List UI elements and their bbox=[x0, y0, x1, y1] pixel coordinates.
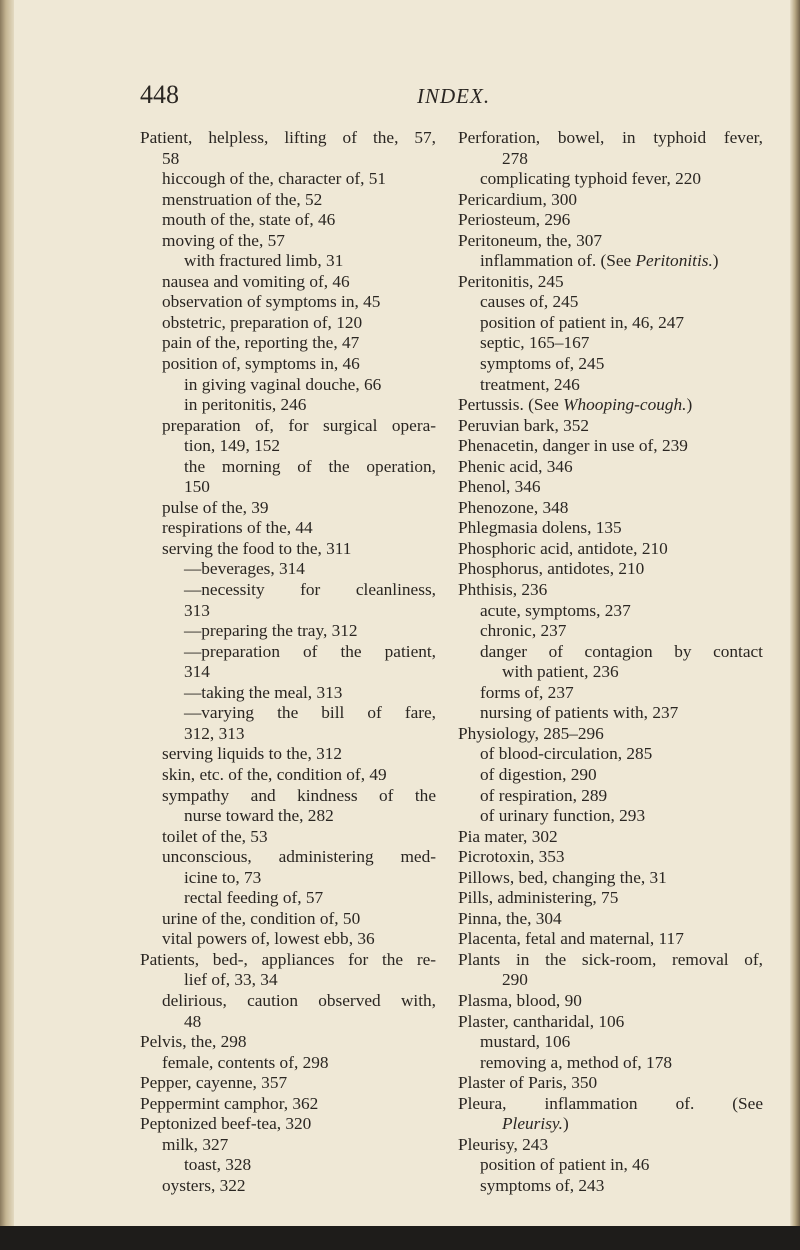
index-entry bbox=[458, 662, 763, 683]
page-right-edge bbox=[790, 0, 800, 1250]
index-entry bbox=[140, 210, 436, 231]
index-entry bbox=[458, 128, 763, 149]
index-entry bbox=[458, 436, 763, 457]
index-entry bbox=[458, 210, 763, 231]
index-entry-text: Placenta, fetal and maternal, 117 bbox=[458, 929, 684, 949]
index-entry bbox=[458, 806, 763, 827]
index-entry bbox=[140, 786, 436, 807]
index-entry-text: Plaster of Paris, 350 bbox=[458, 1073, 598, 1093]
index-entry-text: Phosphoric acid, antidote, 210 bbox=[458, 538, 668, 558]
index-entry-text: menstruation of the, 52 bbox=[162, 189, 323, 209]
index-entry bbox=[458, 929, 763, 950]
index-entry bbox=[140, 744, 436, 765]
index-entry bbox=[140, 868, 436, 889]
index-entry-text: Pepper, cayenne, 357 bbox=[140, 1073, 288, 1093]
index-entry-text: symptoms of, 245 bbox=[480, 354, 605, 374]
index-entry-text: delirious, caution observed with, bbox=[162, 990, 436, 1010]
index-entry-text: Phenol, 346 bbox=[458, 477, 541, 497]
index-entry-text: Pelvis, the, 298 bbox=[140, 1032, 247, 1052]
index-entry bbox=[140, 272, 436, 293]
index-entry bbox=[458, 744, 763, 765]
index-column-right bbox=[458, 128, 763, 1196]
index-entry bbox=[140, 313, 436, 334]
index-entry-text: of digestion, 290 bbox=[480, 764, 597, 784]
index-entry-text: Phenozone, 348 bbox=[458, 497, 569, 517]
index-entry-text: Periosteum, 296 bbox=[458, 210, 571, 230]
index-entry-text: observation of symptoms in, 45 bbox=[162, 292, 381, 312]
index-entry-text: serving liquids to the, 312 bbox=[162, 744, 343, 764]
index-entry-text: 314 bbox=[184, 662, 210, 682]
index-entry-text: urine of the, condition of, 50 bbox=[162, 908, 361, 928]
index-entry-text: nurse toward the, 282 bbox=[184, 806, 334, 826]
index-entry-text: Phenic acid, 346 bbox=[458, 456, 573, 476]
index-entry bbox=[458, 909, 763, 930]
index-entry-text: Patients, bed-, appliances for the re- bbox=[140, 949, 436, 969]
index-entry-text: acute, symptoms, 237 bbox=[480, 600, 631, 620]
index-entry-text: preparation of, for surgical opera- bbox=[162, 415, 436, 435]
index-entry bbox=[140, 1073, 436, 1094]
index-entry-text: Phthisis, 236 bbox=[458, 580, 548, 600]
index-entry bbox=[140, 436, 436, 457]
index-entry bbox=[458, 621, 763, 642]
index-entry bbox=[140, 991, 436, 1012]
index-entry-text: female, contents of, 298 bbox=[162, 1052, 329, 1072]
index-entry-text: position of patient in, 46 bbox=[480, 1155, 650, 1175]
index-entry bbox=[140, 292, 436, 313]
index-entry-text: Peritonitis, 245 bbox=[458, 271, 564, 291]
index-entry bbox=[140, 847, 436, 868]
index-entry bbox=[140, 765, 436, 786]
index-entry-text: —necessity for cleanliness, bbox=[184, 580, 436, 600]
index-entry-text: Pillows, bed, changing the, 31 bbox=[458, 867, 667, 887]
index-entry bbox=[140, 580, 436, 601]
index-entry-text: Physiology, 285–296 bbox=[458, 723, 604, 743]
index-entry-text: 48 bbox=[184, 1011, 202, 1031]
index-entry bbox=[458, 518, 763, 539]
index-entry bbox=[140, 806, 436, 827]
index-entry bbox=[140, 1032, 436, 1053]
index-entry bbox=[458, 149, 763, 170]
index-entry-text: Pleurisy, 243 bbox=[458, 1134, 549, 1154]
index-entry bbox=[458, 416, 763, 437]
index-entry bbox=[140, 518, 436, 539]
index-entry-text: complicating typhoid fever, 220 bbox=[480, 169, 702, 189]
index-entry-text: 290 bbox=[502, 970, 528, 990]
index-entry bbox=[458, 251, 763, 272]
index-entry-text: rectal feeding of, 57 bbox=[184, 888, 324, 908]
index-column-left bbox=[140, 128, 436, 1196]
index-entry-text: 313 bbox=[184, 600, 210, 620]
index-entry bbox=[458, 888, 763, 909]
index-entry bbox=[458, 991, 763, 1012]
index-entry bbox=[140, 1135, 436, 1156]
index-entry-text: lief of, 33, 34 bbox=[184, 970, 278, 990]
index-entry-text: the morning of the operation, bbox=[184, 456, 436, 476]
index-entry bbox=[458, 1053, 763, 1074]
index-entry bbox=[458, 1155, 763, 1176]
index-entry-text: icine to, 73 bbox=[184, 867, 262, 887]
index-entry bbox=[140, 1176, 436, 1197]
index-entry-text: mustard, 106 bbox=[480, 1032, 571, 1052]
index-entry bbox=[140, 1012, 436, 1033]
index-entry bbox=[458, 642, 763, 663]
index-entry bbox=[458, 477, 763, 498]
index-entry-text: vital powers of, lowest ebb, 36 bbox=[162, 929, 375, 949]
index-entry bbox=[458, 559, 763, 580]
index-entry-text: position of, symptoms in, 46 bbox=[162, 354, 360, 374]
index-entry-text: of respiration, 289 bbox=[480, 785, 608, 805]
index-entry bbox=[140, 827, 436, 848]
index-entry bbox=[140, 251, 436, 272]
index-entry-text: Pinna, the, 304 bbox=[458, 908, 562, 928]
index-entry bbox=[140, 683, 436, 704]
index-entry bbox=[458, 457, 763, 478]
index-entry bbox=[140, 169, 436, 190]
index-entry bbox=[458, 703, 763, 724]
index-entry-text: of blood-circulation, 285 bbox=[480, 744, 653, 764]
index-entry-text: pulse of the, 39 bbox=[162, 497, 269, 517]
index-entry bbox=[458, 354, 763, 375]
index-entry bbox=[458, 190, 763, 211]
index-entry bbox=[458, 1176, 763, 1197]
index-entry bbox=[458, 683, 763, 704]
index-entry-text: serving the food to the, 311 bbox=[162, 538, 352, 558]
index-entry-text: Peptonized beef-tea, 320 bbox=[140, 1114, 312, 1134]
index-entry bbox=[458, 498, 763, 519]
index-entry-text: symptoms of, 243 bbox=[480, 1175, 605, 1195]
index-entry bbox=[140, 498, 436, 519]
index-entry bbox=[458, 1032, 763, 1053]
index-entry-text: nursing of patients with, 237 bbox=[480, 703, 679, 723]
index-entry-text: milk, 327 bbox=[162, 1134, 229, 1154]
page-header bbox=[140, 80, 700, 120]
index-entry bbox=[140, 333, 436, 354]
index-entry bbox=[458, 847, 763, 868]
index-entry-text: tion, 149, 152 bbox=[184, 436, 281, 456]
index-entry-text: Pills, administering, 75 bbox=[458, 888, 619, 908]
page-number: 448 bbox=[140, 80, 179, 109]
index-entry bbox=[458, 724, 763, 745]
index-entry-text: causes of, 245 bbox=[480, 292, 579, 312]
index-entry bbox=[140, 1094, 436, 1115]
index-entry bbox=[458, 950, 763, 971]
index-entry bbox=[140, 416, 436, 437]
index-entry bbox=[458, 1073, 763, 1094]
index-entry bbox=[140, 929, 436, 950]
index-entry bbox=[458, 1094, 763, 1115]
index-entry bbox=[458, 765, 763, 786]
index-entry-suffix: ) bbox=[686, 395, 693, 415]
index-entry bbox=[458, 1012, 763, 1033]
index-entry-text: mouth of the, state of, 46 bbox=[162, 210, 336, 230]
index-entry-suffix: ) bbox=[562, 1114, 569, 1134]
index-entry-text: Phosphorus, antidotes, 210 bbox=[458, 559, 645, 579]
scan-bottom-border bbox=[0, 1226, 800, 1250]
index-entry-text: treatment, 246 bbox=[480, 374, 580, 394]
index-entry-text: —preparation of the patient, bbox=[184, 641, 436, 661]
index-entry bbox=[458, 827, 763, 848]
index-entry-text: Pertussis. (See bbox=[458, 395, 564, 415]
index-entry-text: Peritoneum, the, 307 bbox=[458, 230, 602, 250]
index-entry bbox=[458, 601, 763, 622]
index-entry-text: forms of, 237 bbox=[480, 682, 574, 702]
index-entry-text: hiccough of the, character of, 51 bbox=[162, 169, 387, 189]
index-entry bbox=[458, 868, 763, 889]
index-entry bbox=[140, 149, 436, 170]
index-entry bbox=[458, 539, 763, 560]
index-entry bbox=[140, 354, 436, 375]
index-entry bbox=[458, 395, 763, 416]
index-entry-italic: Pleurisy. bbox=[502, 1114, 563, 1134]
index-entry-text: —beverages, 314 bbox=[184, 559, 305, 579]
index-entry bbox=[140, 621, 436, 642]
index-entry-text: —preparing the tray, 312 bbox=[184, 621, 358, 641]
page-left-edge bbox=[0, 0, 14, 1250]
index-entry-text: with fractured limb, 31 bbox=[184, 251, 344, 271]
index-entry-text: sympathy and kindness of the bbox=[162, 785, 436, 805]
index-entry-text: Pericardium, 300 bbox=[458, 189, 578, 209]
index-entry-text: 58 bbox=[162, 148, 180, 168]
index-entry bbox=[458, 333, 763, 354]
index-entry-suffix: ) bbox=[712, 251, 719, 271]
index-entry bbox=[140, 457, 436, 478]
index-entry bbox=[140, 724, 436, 745]
index-entry-text: oysters, 322 bbox=[162, 1175, 246, 1195]
index-entry-text: of urinary function, 293 bbox=[480, 806, 646, 826]
index-entry bbox=[140, 888, 436, 909]
index-entry bbox=[140, 1114, 436, 1135]
index-entry-text: with patient, 236 bbox=[502, 662, 619, 682]
index-entry-text: 312, 313 bbox=[184, 723, 245, 743]
index-entry-text: Picrotoxin, 353 bbox=[458, 847, 565, 867]
index-entry-text: Peruvian bark, 352 bbox=[458, 415, 590, 435]
index-entry bbox=[140, 950, 436, 971]
index-entry bbox=[458, 292, 763, 313]
index-entry-text: moving of the, 57 bbox=[162, 230, 285, 250]
index-entry bbox=[140, 662, 436, 683]
index-entry-text: chronic, 237 bbox=[480, 621, 567, 641]
index-entry-text: pain of the, reporting the, 47 bbox=[162, 333, 360, 353]
index-entry-text: —taking the meal, 313 bbox=[184, 682, 343, 702]
index-entry-text: septic, 165–167 bbox=[480, 333, 590, 353]
index-entry bbox=[140, 231, 436, 252]
index-entry-text: skin, etc. of the, condition of, 49 bbox=[162, 764, 387, 784]
index-entry-text: Plasma, blood, 90 bbox=[458, 990, 582, 1010]
index-entry bbox=[140, 477, 436, 498]
index-entry bbox=[458, 580, 763, 601]
index-entry-text: Plaster, cantharidal, 106 bbox=[458, 1011, 625, 1031]
index-entry bbox=[140, 128, 436, 149]
index-entry bbox=[140, 1155, 436, 1176]
index-entry-text: Patient, helpless, lifting of the, 57, bbox=[140, 128, 436, 147]
index-entry-text: Pleura, inflammation of. (See bbox=[458, 1093, 763, 1113]
index-entry bbox=[140, 601, 436, 622]
index-entry-text: in peritonitis, 246 bbox=[184, 395, 307, 415]
index-entry bbox=[140, 1053, 436, 1074]
index-entry bbox=[458, 1114, 763, 1135]
index-entry-italic: Whooping-cough. bbox=[563, 395, 687, 415]
index-entry bbox=[458, 970, 763, 991]
index-entry-text: in giving vaginal douche, 66 bbox=[184, 374, 382, 394]
index-entry bbox=[140, 539, 436, 560]
index-entry bbox=[140, 375, 436, 396]
index-entry-text: Plants in the sick-room, removal of, bbox=[458, 949, 763, 969]
index-entry-text: 150 bbox=[184, 477, 210, 497]
index-entry-text: Pia mater, 302 bbox=[458, 826, 558, 846]
index-entry-text: —varying the bill of fare, bbox=[184, 703, 436, 723]
index-entry-text: inflammation of. (See bbox=[480, 251, 636, 271]
index-entry-text: Phenacetin, danger in use of, 239 bbox=[458, 436, 688, 456]
index-entry bbox=[458, 272, 763, 293]
index-entry bbox=[458, 231, 763, 252]
index-entry-text: toilet of the, 53 bbox=[162, 826, 268, 846]
index-entry-text: position of patient in, 46, 247 bbox=[480, 312, 684, 332]
index-entry bbox=[458, 169, 763, 190]
index-entry bbox=[140, 909, 436, 930]
index-entry bbox=[458, 375, 763, 396]
index-entry bbox=[140, 703, 436, 724]
index-entry bbox=[458, 786, 763, 807]
index-entry-text: respirations of the, 44 bbox=[162, 518, 313, 538]
index-entry-italic: Peritonitis. bbox=[635, 251, 713, 271]
index-entry-text: obstetric, preparation of, 120 bbox=[162, 312, 363, 332]
index-entry bbox=[140, 970, 436, 991]
index-entry bbox=[140, 642, 436, 663]
index-entry-text: danger of contagion by contact bbox=[480, 641, 763, 661]
index-entry bbox=[140, 395, 436, 416]
index-entry bbox=[458, 1135, 763, 1156]
index-entry-text: Peppermint camphor, 362 bbox=[140, 1093, 319, 1113]
index-entry-text: Phlegmasia dolens, 135 bbox=[458, 518, 622, 538]
index-entry bbox=[458, 313, 763, 334]
index-entry-text: Perforation, bowel, in typhoid fever, bbox=[458, 128, 763, 147]
index-entry-text: 278 bbox=[502, 148, 528, 168]
index-entry-text: unconscious, administering med- bbox=[162, 847, 436, 867]
index-entry bbox=[140, 559, 436, 580]
index-entry bbox=[140, 190, 436, 211]
index-entry-text: nausea and vomiting of, 46 bbox=[162, 271, 350, 291]
index-entry-text: toast, 328 bbox=[184, 1155, 252, 1175]
index-entry-text: removing a, method of, 178 bbox=[480, 1052, 672, 1072]
running-head: INDEX. bbox=[417, 84, 491, 108]
